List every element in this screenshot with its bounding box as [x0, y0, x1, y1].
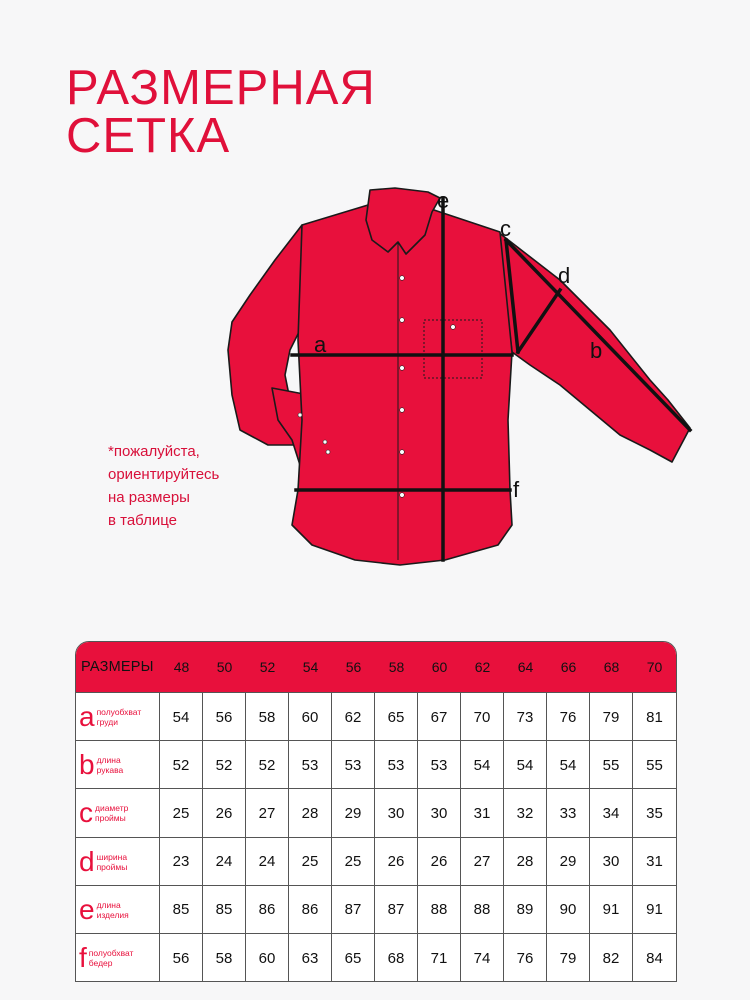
- table-cell: 65: [332, 934, 375, 982]
- table-cell: 65: [375, 693, 418, 741]
- note-line: на размеры: [108, 489, 190, 506]
- row-desc-line: длина: [96, 755, 121, 766]
- row-desc-line: бедер: [88, 958, 113, 968]
- table-cell: 79: [547, 934, 590, 982]
- table-header: [76, 642, 676, 692]
- row-header: [76, 741, 160, 789]
- table-cell: 73: [504, 693, 547, 741]
- table-cell: 87: [332, 886, 375, 934]
- table-cell: 58: [246, 693, 289, 741]
- row-desc-line: груди: [96, 717, 118, 727]
- size-header-cell: 60: [431, 659, 448, 675]
- row-desc-line: проймы: [96, 861, 128, 872]
- table-cell: 52: [246, 741, 289, 789]
- table-cell: 25: [289, 838, 332, 886]
- row-desc-line: полуобхват: [96, 707, 142, 717]
- table-cell: 26: [375, 838, 418, 886]
- table-cell: 70: [461, 693, 504, 741]
- table-cell: 53: [418, 741, 461, 789]
- table-cell: 89: [504, 886, 547, 934]
- table-cell: 24: [203, 838, 246, 886]
- size-header-cell: 68: [603, 659, 620, 675]
- size-header-cell: 58: [388, 659, 405, 675]
- row-header: [76, 838, 160, 886]
- shirt-diagram: [220, 180, 710, 570]
- table-cell: 71: [418, 934, 461, 982]
- table-cell: 25: [332, 838, 375, 886]
- table-cell: 54: [547, 741, 590, 789]
- row-header: [76, 789, 160, 837]
- label-e: e: [437, 188, 450, 213]
- table-cell: 53: [332, 741, 375, 789]
- title-line-1: РАЗМЕРНАЯ: [66, 61, 376, 115]
- table-cell: 88: [418, 886, 461, 934]
- table-row: [76, 740, 676, 789]
- table-cell: 25: [160, 789, 203, 837]
- size-header-cell: 52: [259, 659, 276, 675]
- table-cell: 87: [375, 886, 418, 934]
- table-cell: 53: [375, 741, 418, 789]
- table-cell: 74: [461, 934, 504, 982]
- table-cell: 23: [160, 838, 203, 886]
- label-b: b: [590, 338, 603, 363]
- table-cell: 67: [418, 693, 461, 741]
- row-letter: f: [79, 942, 87, 973]
- table-cell: 26: [203, 789, 246, 837]
- label-f: f: [513, 477, 520, 502]
- row-description: [97, 755, 124, 775]
- table-cell: 55: [646, 756, 663, 774]
- table-cell: 29: [547, 838, 590, 886]
- table-cell: 54: [461, 741, 504, 789]
- row-description: [97, 707, 142, 727]
- row-desc-line: диаметр: [95, 803, 129, 814]
- table-cell: 55: [590, 741, 633, 789]
- row-description: [97, 900, 129, 920]
- table-cell: 90: [547, 886, 590, 934]
- row-desc-line: рукава: [96, 765, 124, 776]
- table-cell: 82: [590, 934, 633, 982]
- row-description: [89, 948, 134, 968]
- note-line: в таблице: [108, 512, 177, 529]
- table-cell: 33: [547, 789, 590, 837]
- table-cell: 86: [246, 886, 289, 934]
- table-cell: 52: [203, 741, 246, 789]
- table-cell: 91: [646, 901, 663, 919]
- table-cell: 86: [289, 886, 332, 934]
- shirt-body-shape: [292, 205, 512, 565]
- header-label: РАЗМЕРЫ: [81, 659, 154, 675]
- row-header: [76, 693, 160, 741]
- size-header-cell: 62: [474, 659, 491, 675]
- row-desc-line: длина: [96, 899, 121, 910]
- table-cell: 76: [504, 934, 547, 982]
- size-table: [75, 641, 677, 982]
- table-cell: 54: [504, 741, 547, 789]
- label-c: c: [500, 216, 511, 241]
- size-header-cell: 66: [560, 659, 577, 675]
- row-header: [76, 886, 160, 934]
- size-header-cell: 64: [517, 659, 534, 675]
- table-cell: 58: [203, 934, 246, 982]
- size-header-cell: 50: [216, 659, 233, 675]
- size-header-cell: 70: [646, 659, 663, 675]
- table-cell: 76: [547, 693, 590, 741]
- table-cell: 60: [246, 934, 289, 982]
- size-header-cell: 56: [345, 659, 362, 675]
- table-cell: 85: [203, 886, 246, 934]
- table-cell: 26: [418, 838, 461, 886]
- table-cell: 32: [504, 789, 547, 837]
- table-cell: 27: [246, 789, 289, 837]
- table-cell: 60: [289, 693, 332, 741]
- table-cell: 81: [646, 708, 663, 726]
- table-cell: 62: [332, 693, 375, 741]
- table-cell: 28: [289, 789, 332, 837]
- row-desc-line: проймы: [95, 813, 126, 824]
- row-header: [76, 934, 160, 982]
- table-cell: 35: [646, 804, 663, 822]
- note-line: ориентируйтесь: [108, 466, 220, 483]
- table-row: [76, 933, 676, 982]
- table-cell: 30: [375, 789, 418, 837]
- table-cell: 91: [590, 886, 633, 934]
- table-cell: 31: [461, 789, 504, 837]
- row-letter: e: [79, 893, 95, 925]
- row-desc-line: ширина: [96, 851, 128, 862]
- label-a: a: [314, 332, 327, 357]
- row-description: [95, 803, 128, 823]
- table-cell: 24: [246, 838, 289, 886]
- table-cell: 30: [418, 789, 461, 837]
- size-header-cell: 48: [173, 659, 190, 675]
- table-cell: 88: [461, 886, 504, 934]
- page-title: [66, 61, 376, 163]
- table-row: [76, 788, 676, 837]
- table-cell: 54: [160, 693, 203, 741]
- table-row: [76, 837, 676, 886]
- table-cell: 31: [646, 853, 663, 871]
- size-header-cell: 54: [302, 659, 319, 675]
- row-description: [97, 852, 128, 872]
- table-cell: 68: [375, 934, 418, 982]
- table-cell: 30: [590, 838, 633, 886]
- note-line: *пожалуйста,: [108, 443, 200, 460]
- table-cell: 56: [203, 693, 246, 741]
- table-cell: 53: [289, 741, 332, 789]
- row-letter: a: [79, 701, 95, 732]
- row-desc-line: изделия: [96, 909, 129, 920]
- table-cell: 52: [160, 741, 203, 789]
- table-cell: 63: [289, 934, 332, 982]
- table-cell: 85: [160, 886, 203, 934]
- table-cell: 34: [590, 789, 633, 837]
- table-cell: 84: [646, 949, 663, 967]
- row-desc-line: полуобхват: [88, 948, 134, 958]
- title-line-2: СЕТКА: [66, 109, 231, 163]
- table-cell: 28: [504, 838, 547, 886]
- table-cell: 27: [461, 838, 504, 886]
- size-note: [108, 440, 219, 532]
- row-letter: d: [79, 845, 95, 877]
- row-letter: c: [79, 797, 93, 829]
- table-cell: 79: [590, 693, 633, 741]
- row-letter: b: [79, 749, 95, 781]
- table-row: [76, 692, 676, 741]
- table-cell: 29: [332, 789, 375, 837]
- table-row: [76, 885, 676, 934]
- label-d: d: [558, 263, 571, 288]
- table-cell: 56: [160, 934, 203, 982]
